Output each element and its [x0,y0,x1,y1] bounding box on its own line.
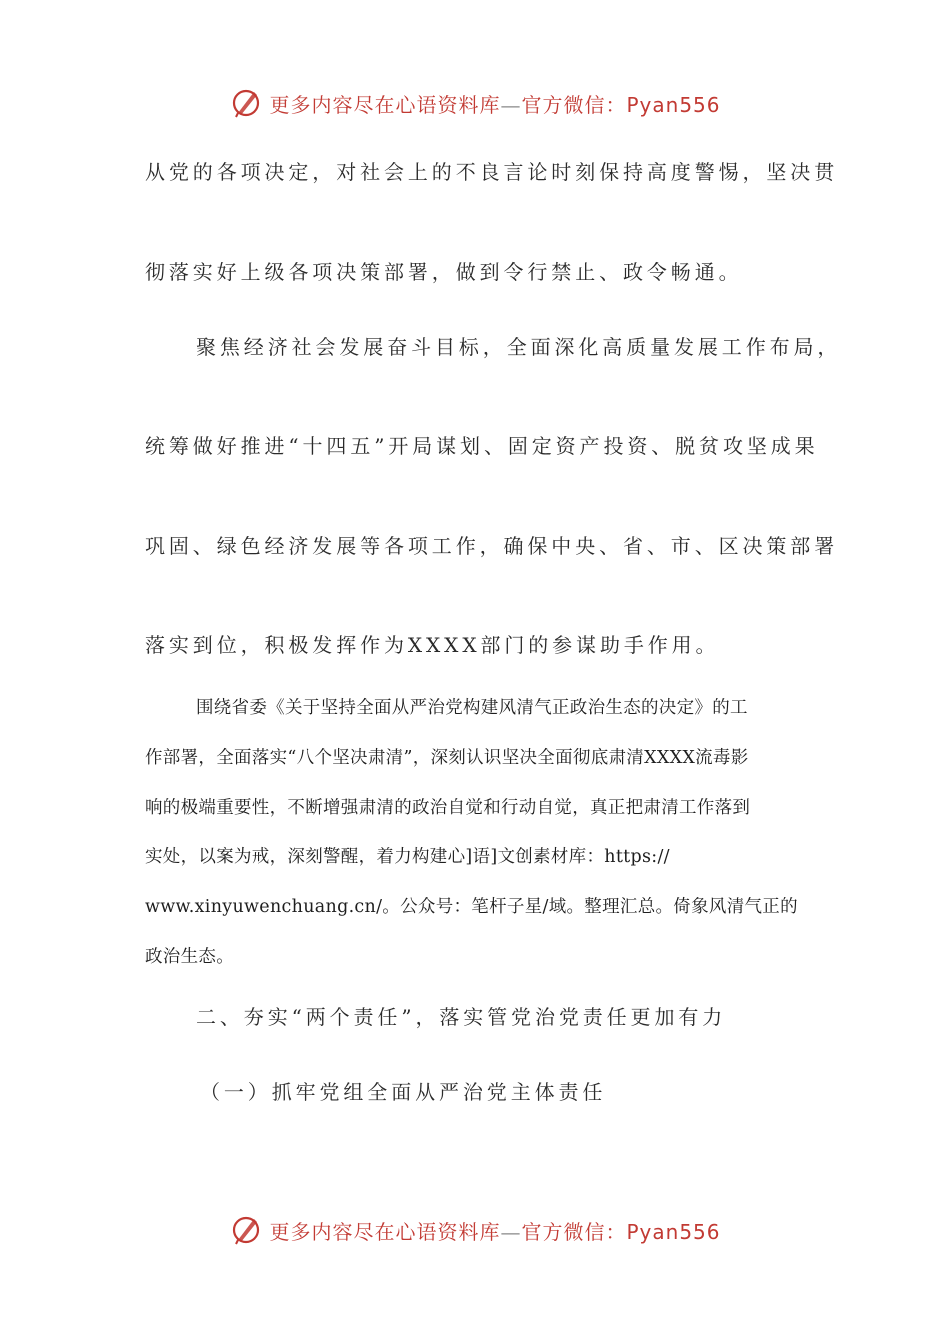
body-text-line: 彻落实好上级各项决策部署，做到令行禁止、政令畅通。 [145,260,743,284]
section-heading: 二、夯实“两个责任”，落实管党治党责任更加有力 [196,1005,727,1029]
body-text-line: 响的极端重要性，不断增强肃清的政治自觉和行动自觉，真正把肃清工作落到 [145,798,751,818]
body-text-line: 作部署，全面落实“八个坚决肃清”，深刻认识坚决全面彻底肃清XXXX流毒影 [145,748,749,768]
body-text-line: 聚焦经济社会发展奋斗目标，全面深化高质量发展工作布局， [196,335,842,359]
body-text-line: 落实到位，积极发挥作为XXXX部门的参谋助手作用。 [145,633,720,657]
body-text-line: 实处，以案为戒，深刻警醒，着力构建心]语]文创素材库：https:// [145,847,670,867]
body-text-line: 围绕省委《关于坚持全面从严治党构建风清气正政治生态的决定》的工 [196,698,748,718]
body-text-line: 统筹做好推进“十四五”开局谋划、固定资产投资、脱贫攻坚成果 [145,434,819,458]
header-watermark-banner [0,86,950,120]
body-text-line: 从党的各项决定，对社会上的不良言论时刻保持高度警惕，坚决贯 [145,160,839,184]
body-text-line: www.xinyuwenchuang.cn/。公众号：笔杆子星/域。整理汇总。倚象风清气正的 [145,897,798,917]
quill-pen-logo-icon [229,1213,263,1247]
quill-pen-logo-icon [229,86,263,120]
subsection-heading: （一）抓牢党组全面从严治党主体责任 [200,1080,607,1104]
banner-text: 更多内容尽在心语资料库—官方微信：Pyan556 [269,92,721,117]
banner-text: 更多内容尽在心语资料库—官方微信：Pyan556 [269,1219,721,1244]
body-text-line: 政治生态。 [145,947,234,967]
body-text-line: 巩固、绿色经济发展等各项工作，确保中央、省、市、区决策部署 [145,534,839,558]
footer-watermark-banner [0,1213,950,1247]
